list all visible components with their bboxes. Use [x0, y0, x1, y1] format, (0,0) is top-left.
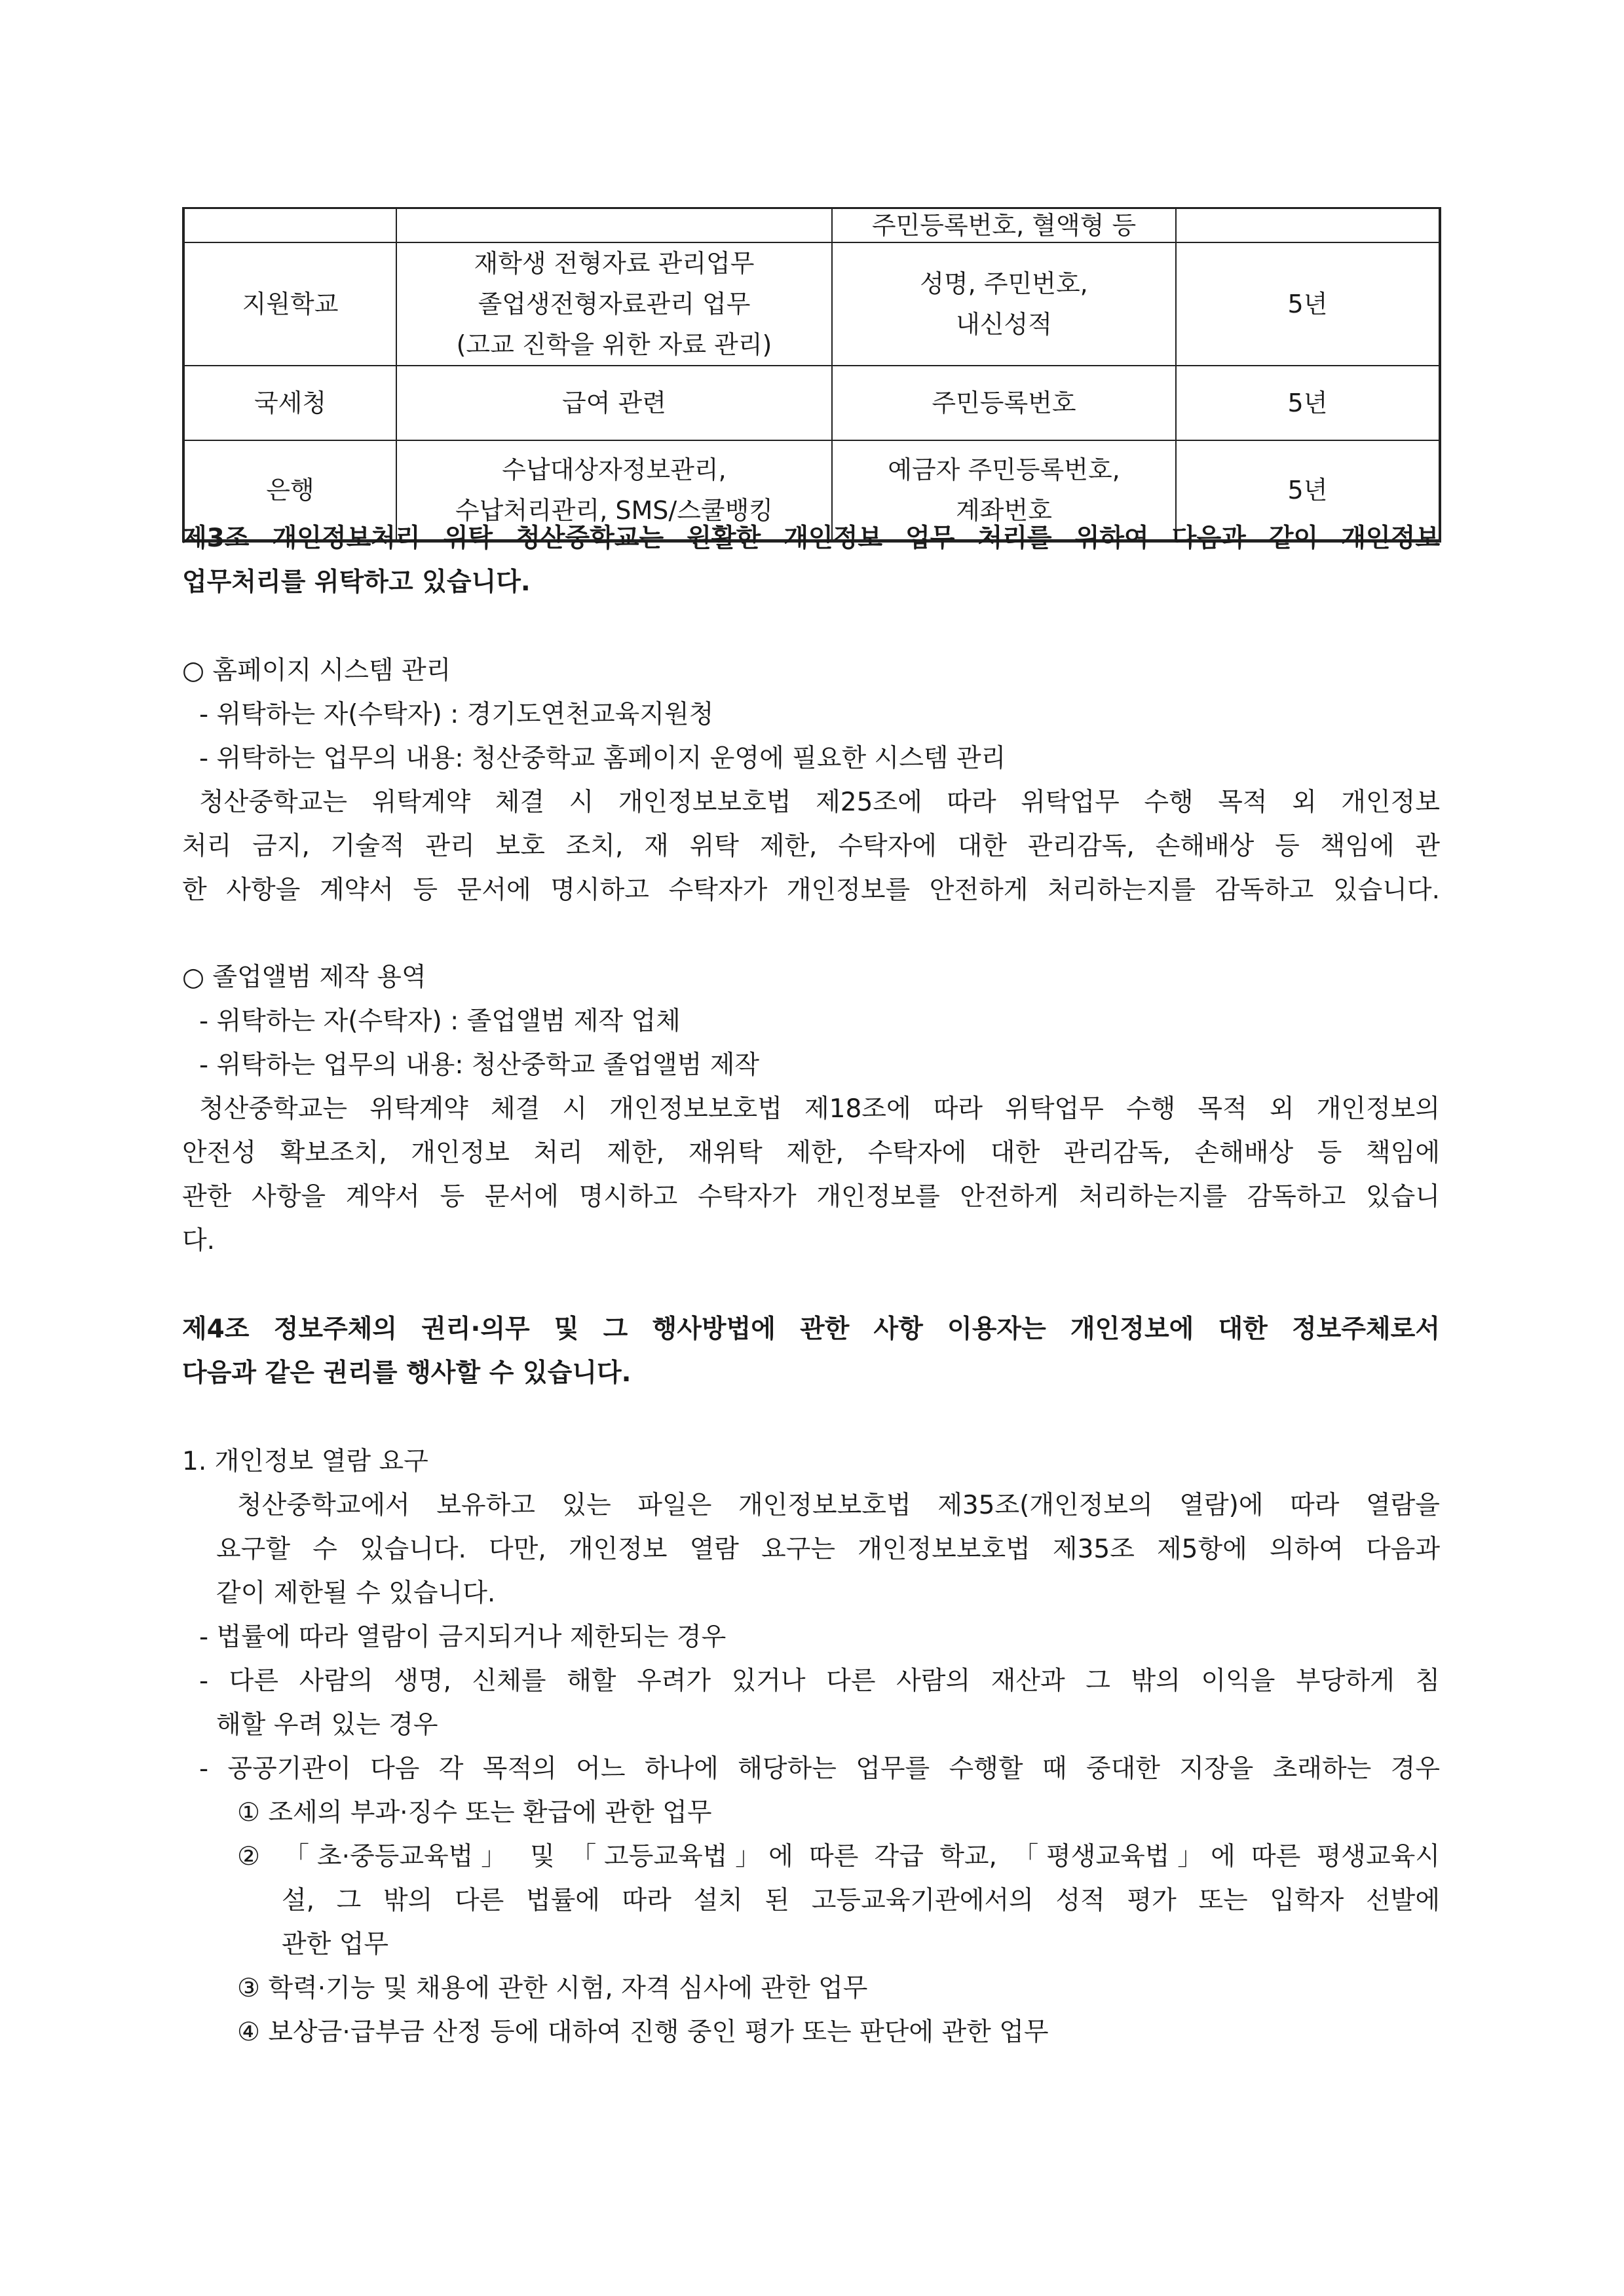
table-cell: 주민등록번호, 혈액형 등 — [832, 208, 1176, 243]
table-cell: 5년 — [1176, 242, 1440, 366]
table-cell: 5년 — [1176, 366, 1440, 440]
item2-task: - 위탁하는 업무의 내용: 청산중학교 졸업앨범 제작 — [199, 1050, 760, 1080]
table-cell: 수납대상자정보관리, 수납처리관리, SMS/스쿨뱅킹 — [396, 440, 832, 541]
table-cell: 5년 — [1176, 440, 1440, 541]
table-cell — [396, 208, 832, 243]
item2-title: ○ 졸업앨범 제작 용역 — [182, 963, 426, 992]
article4-heading: 제4조 정보주체의 권리·의무 및 그 행사방법에 관한 사항 이용자는 개인정보에 대한 정보주체로서 — [182, 1314, 1440, 1344]
table-cell — [183, 208, 396, 243]
item1-trustee: - 위탁하는 자(수탁자) : 경기도연천교육지원청 — [199, 700, 714, 729]
item1-task: - 위탁하는 업무의 내용: 청산중학교 홈페이지 운영에 필요한 시스템 관리 — [199, 744, 1006, 773]
item2-body-line: 안전성 확보조치, 개인정보 처리 제한, 재위탁 제한, 수탁자에 대한 관리감독, 손해배상 등 책임에 — [182, 1138, 1440, 1168]
table-cell: 성명, 주민번호, 내신성적 — [832, 242, 1176, 366]
article3-heading-cont: 업무처리를 위탁하고 있습니다. — [182, 567, 531, 597]
bullet-item: - 공공기관이 다음 각 목적의 어느 하나에 해당하는 업무를 수행할 때 중대한 지장을 초래하는 경우 — [199, 1754, 1440, 1784]
numbered-item-cont: 관한 업무 — [282, 1930, 389, 1959]
item2-trustee: - 위탁하는 자(수탁자) : 졸업앨범 제작 업체 — [199, 1006, 681, 1036]
subsection-body-line: 요구할 수 있습니다. 다만, 개인정보 열람 요구는 개인정보보호법 제35조 제5항에 의하여 다음과 — [216, 1535, 1440, 1564]
bullet-item-cont: 해할 우려 있는 경우 — [216, 1710, 438, 1740]
table-row — [183, 208, 1440, 243]
numbered-item-cont: 설, 그 밖의 다른 법률에 따라 설치 된 고등교육기관에서의 성적 평가 또는 입학자 선발에 — [282, 1886, 1440, 1915]
subsection-body-line: 같이 제한될 수 있습니다. — [216, 1578, 496, 1608]
numbered-item: ③ 학력·기능 및 채용에 관한 시험, 자격 심사에 관한 업무 — [237, 1974, 868, 2003]
table-cell: 지원학교 — [183, 242, 396, 366]
item1-body-line: 처리 금지, 기술적 관리 보호 조치, 재 위탁 제한, 수탁자에 대한 관리감독, 손해배상 등 책임에 관 — [182, 832, 1440, 861]
item1-body-line: 한 사항을 계약서 등 문서에 명시하고 수탁자가 개인정보를 안전하게 처리하는지를 감독하고 있습니다. — [182, 875, 1440, 905]
article3-heading: 제3조 개인정보처리 위탁 청산중학교는 원활한 개인정보 업무 처리를 위하여 다음과 같이 개인정보 — [182, 524, 1440, 553]
bullet-item: - 법률에 따라 열람이 금지되거나 제한되는 경우 — [199, 1622, 727, 1652]
item1-body-line: 청산중학교는 위탁계약 체결 시 개인정보보호법 제25조에 따라 위탁업무 수행 목적 외 개인정보 — [199, 788, 1440, 817]
table-row — [183, 242, 1440, 366]
table-cell: 예금자 주민등록번호, 계좌번호 — [832, 440, 1176, 541]
numbered-item: ④ 보상금·급부금 산정 등에 대하여 진행 중인 평가 또는 판단에 관한 업무 — [237, 2018, 1049, 2047]
table-row — [183, 366, 1440, 440]
table-cell: 국세청 — [183, 366, 396, 440]
item2-body-line: 관한 사항을 계약서 등 문서에 명시하고 수탁자가 개인정보를 안전하게 처리하는지를 감독하고 있습니 — [182, 1182, 1440, 1212]
table-cell — [1176, 208, 1440, 243]
item1-title: ○ 홈페이지 시스템 관리 — [182, 656, 451, 685]
item2-body-line: 청산중학교는 위탁계약 체결 시 개인정보보호법 제18조에 따라 위탁업무 수행 목적 외 개인정보의 — [199, 1094, 1440, 1124]
subsection-title: 1. 개인정보 열람 요구 — [182, 1447, 428, 1476]
table-cell: 주민등록번호 — [832, 366, 1176, 440]
table-cell: 재학생 전형자료 관리업무 졸업생전형자료관리 업무 (고교 진학을 위한 자료 관리) — [396, 242, 832, 366]
numbered-item: ① 조세의 부과·징수 또는 환급에 관한 업무 — [237, 1798, 712, 1827]
article4-heading-cont: 다음과 같은 권리를 행사할 수 있습니다. — [182, 1358, 632, 1388]
subsection-body-line: 청산중학교에서 보유하고 있는 파일은 개인정보보호법 제35조(개인정보의 열람)에 따라 열람을 — [237, 1491, 1440, 1520]
item2-body-line: 다. — [182, 1226, 216, 1255]
consignment-table — [182, 207, 1441, 543]
numbered-item: ② 「초·중등교육법」 및 「고등교육법」에 따른 각급 학교, 「평생교육법」에 따른 평생교육시 — [237, 1842, 1440, 1871]
bullet-item: - 다른 사람의 생명, 신체를 해할 우려가 있거나 다른 사람의 재산과 그 밖의 이익을 부당하게 침 — [199, 1666, 1440, 1696]
table-cell: 은행 — [183, 440, 396, 541]
table-cell: 급여 관련 — [396, 366, 832, 440]
